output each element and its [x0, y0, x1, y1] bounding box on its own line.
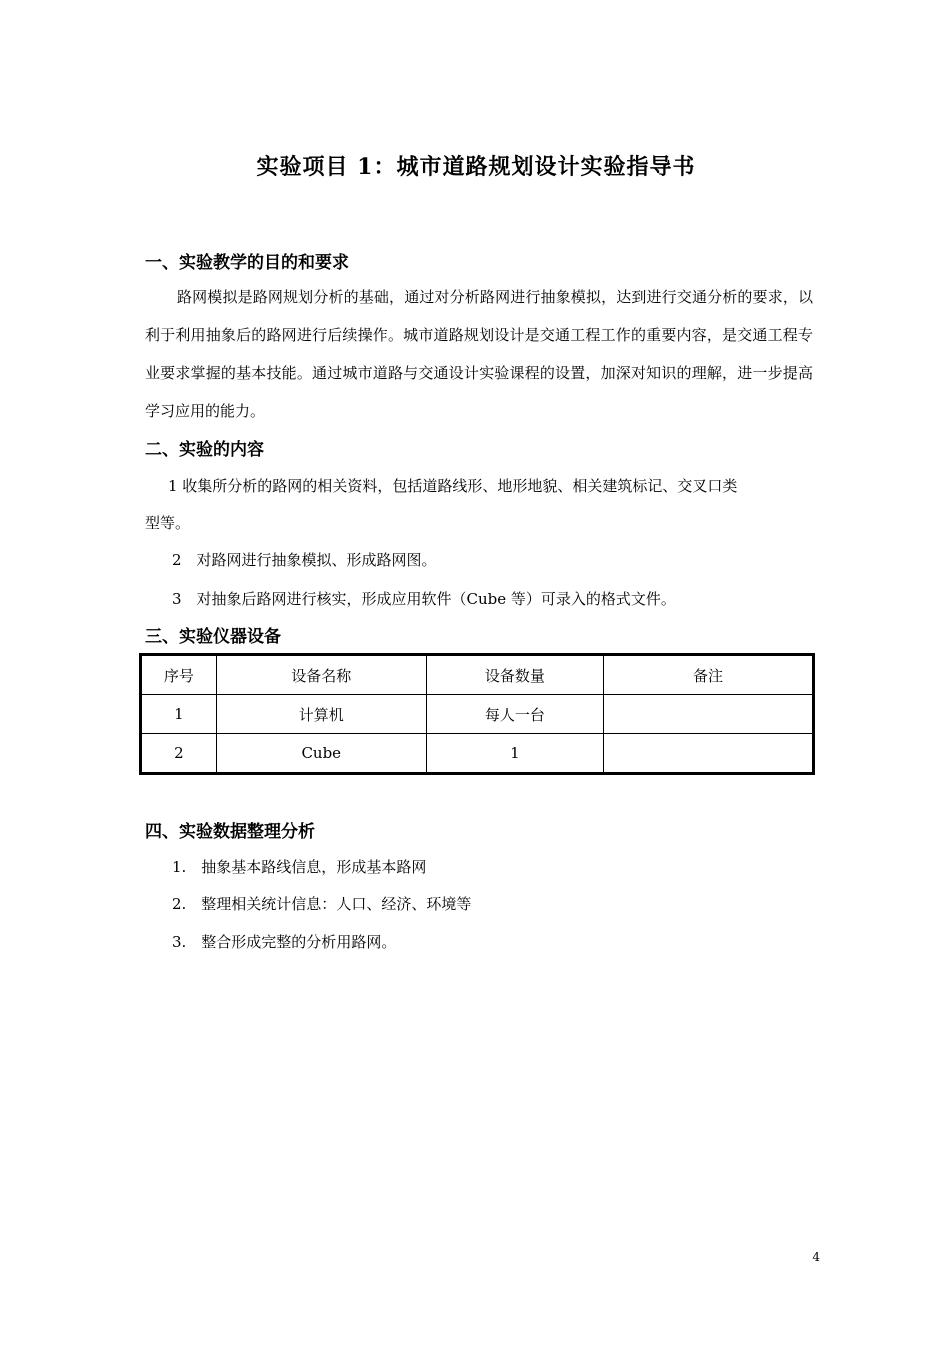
section2-heading: 二、实验的内容	[145, 440, 264, 460]
content-item-1-continued: 型等。	[145, 514, 191, 532]
table-cell: 1	[426, 734, 603, 774]
analysis-item-1: 1. 抽象基本路线信息，形成基本路网	[172, 858, 427, 876]
section4-heading: 四、实验数据整理分析	[145, 822, 315, 842]
table-cell	[603, 734, 813, 774]
table-row	[141, 734, 814, 774]
document-title: 实验项目 1：城市道路规划设计实验指导书	[256, 154, 696, 180]
content-item-1: 1 收集所分析的路网的相关资料，包括道路线形、地形地貌、相关建筑标记、交叉口类	[168, 477, 738, 495]
section1-heading: 一、实验教学的目的和要求	[145, 253, 349, 273]
table-cell: 2	[141, 734, 217, 774]
analysis-item-2: 2. 整理相关统计信息：人口、经济、环境等	[172, 895, 472, 913]
equipment-table	[139, 653, 815, 775]
content-item-3: 3 对抽象后路网进行核实，形成应用软件（Cube 等）可录入的格式文件。	[172, 590, 676, 608]
column-header-equipment-name: 设备名称	[216, 655, 426, 695]
column-header-index: 序号	[141, 655, 217, 695]
column-header-quantity: 设备数量	[426, 655, 603, 695]
table-cell: 每人一台	[426, 695, 603, 734]
column-header-notes: 备注	[603, 655, 813, 695]
table-row	[141, 695, 814, 734]
section3-heading: 三、实验仪器设备	[145, 627, 281, 647]
section1-paragraph: 路网模拟是路网规划分析的基础，通过对分析路网进行抽象模拟，达到进行交通分析的要求，以利于利用抽象后的路网进行后续操作。城市道路规划设计是交通工程工作的重要内容，是交通工程专业要求掌握的基本技能。通过城市道路与交通设计实验课程的设置，加深对知识的理解，进一步提高学习应用的能力。	[145, 288, 813, 420]
table-cell: Cube	[216, 734, 426, 774]
content-item-2: 2 对路网进行抽象模拟、形成路网图。	[172, 551, 437, 569]
table-cell	[603, 695, 813, 734]
table-cell: 计算机	[216, 695, 426, 734]
table-header-row	[141, 655, 814, 695]
table-cell: 1	[141, 695, 217, 734]
analysis-item-3: 3. 整合形成完整的分析用路网。	[172, 933, 397, 951]
page-number: 4	[812, 1250, 820, 1264]
